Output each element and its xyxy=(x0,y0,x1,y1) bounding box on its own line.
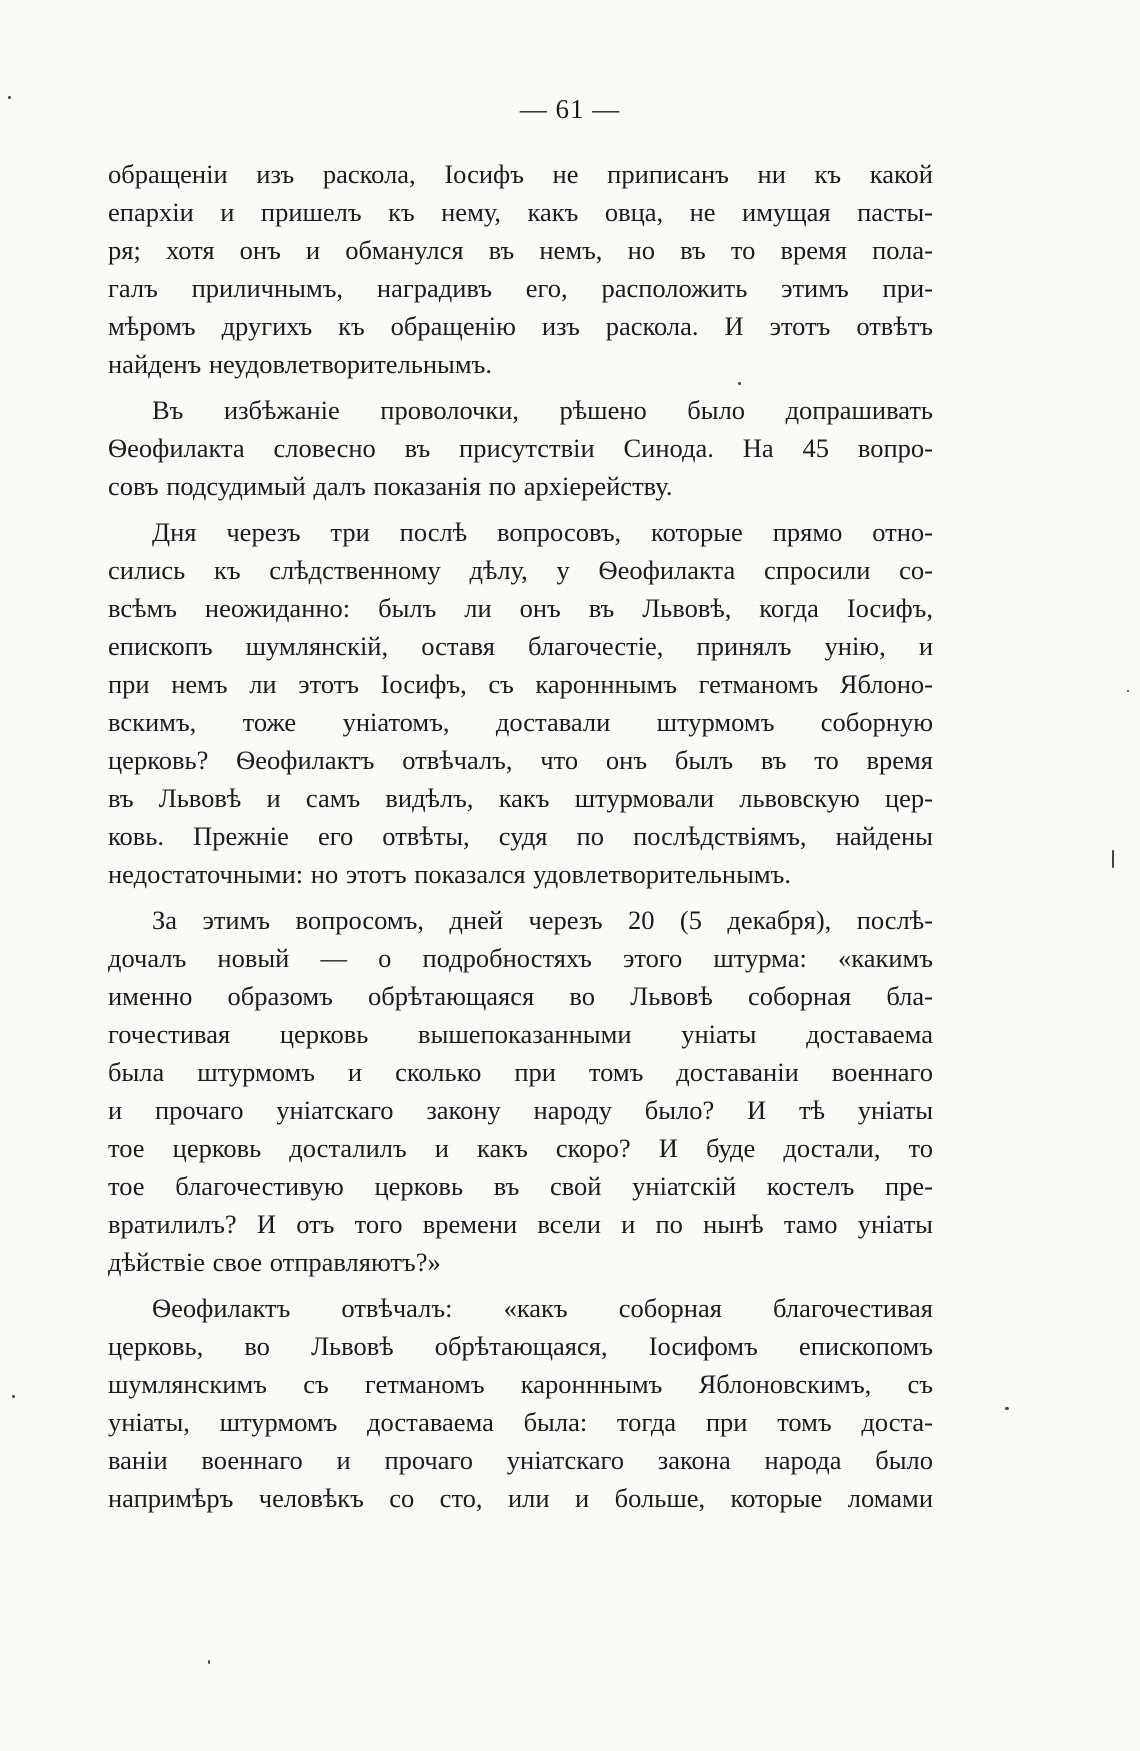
text-line: недостаточными: но этотъ показался удовлетворительнымъ. xyxy=(108,859,791,889)
scan-speck xyxy=(12,1395,15,1398)
text-line: За этимъ вопросомъ, дней черезъ 20 (5 декабря), послѣ- xyxy=(152,905,933,935)
text-line: всѣмъ неожиданно: былъ ли онъ въ Львовѣ, когда Іосифъ, xyxy=(108,593,933,623)
text-line: епископъ шумлянскій, оставя благочестіе, принялъ унію, и xyxy=(108,631,933,661)
text-line: въ Львовѣ и самъ видѣлъ, какъ штурмовали львовскую цер- xyxy=(108,783,933,813)
text-line: Ѳеофилактъ отвѣчалъ: «какъ соборная благочестивая xyxy=(152,1293,933,1323)
text-line: шумлянскимъ съ гетманомъ каронннымъ Яблоновскимъ, съ xyxy=(108,1369,933,1399)
text-line: тое благочестивую церковь въ свой уніатскій костелъ пре- xyxy=(108,1171,933,1201)
text-line: и прочаго уніатскаго закону народу было? И тѣ уніаты xyxy=(108,1095,933,1125)
text-line: церковь? Ѳеофилактъ отвѣчалъ, что онъ былъ въ то время xyxy=(108,745,933,775)
text-line: епархіи и пришелъ къ нему, какъ овца, не имущая пасты- xyxy=(108,197,933,227)
text-line: сились къ слѣдственному дѣлу, у Ѳеофилакта спросили со- xyxy=(108,555,933,585)
scan-speck xyxy=(1112,850,1114,868)
text-line: галъ приличнымъ, наградивъ его, расположить этимъ при- xyxy=(108,273,933,303)
text-line: ря; хотя онъ и обманулся въ немъ, но въ то время пола- xyxy=(108,235,933,265)
scan-speck xyxy=(8,96,11,99)
text-line: вскимъ, тоже уніатомъ, доставали штурмомъ соборную xyxy=(108,707,933,737)
text-line: найденъ неудовлетворительнымъ. xyxy=(108,349,492,379)
text-line: церковь, во Львовѣ обрѣтающаяся, Іосифомъ епископомъ xyxy=(108,1331,933,1361)
text-line: Дня черезъ три послѣ вопросовъ, которые прямо отно- xyxy=(152,517,933,547)
scan-speck xyxy=(1005,1407,1009,1410)
paragraph-5 xyxy=(108,1289,933,1517)
text-line: дочалъ новый — о подробностяхъ этого штурма: «какимъ xyxy=(108,943,933,973)
text-line: вратилилъ? И отъ того времени всели и по нынѣ тамо уніаты xyxy=(108,1209,933,1239)
text-line: совъ подсудимый далъ показанія по архіерейству. xyxy=(108,471,673,501)
scan-speck xyxy=(738,382,741,385)
paragraph-1 xyxy=(108,155,933,383)
text-line: Въ избѣжаніе проволочки, рѣшено было допрашивать xyxy=(152,395,933,425)
text-line: тое церковь досталилъ и какъ скоро? И буде достали, то xyxy=(108,1133,933,1163)
body-text xyxy=(108,155,933,1525)
text-line: ваніи военнаго и прочаго уніатскаго закона народа было xyxy=(108,1445,933,1475)
page-number: — 61 — xyxy=(519,94,621,124)
text-line: именно образомъ обрѣтающаяся во Львовѣ соборная бла- xyxy=(108,981,933,1011)
scan-speck xyxy=(208,1660,210,1664)
text-line: обращеніи изъ раскола, Іосифъ не приписанъ ни къ какой xyxy=(108,159,933,189)
text-line: уніаты, штурмомъ доставаема была: тогда при томъ доста- xyxy=(108,1407,933,1437)
paragraph-4 xyxy=(108,901,933,1281)
text-line: ковь. Прежніе его отвѣты, судя по послѣдствіямъ, найдены xyxy=(108,821,933,851)
text-line: гочестивая церковь вышепоказанными уніаты доставаема xyxy=(108,1019,933,1049)
text-line: дѣйствіе свое отправляютъ?» xyxy=(108,1247,441,1277)
scan-speck xyxy=(1127,690,1129,692)
paragraph-2 xyxy=(108,391,933,505)
text-line: напримѣръ человѣкъ со сто, или и больше, которые ломами xyxy=(108,1483,933,1513)
text-line: при немъ ли этотъ Іосифъ, съ каронннымъ гетманомъ Яблоно- xyxy=(108,669,933,699)
text-line: мѣромъ другихъ къ обращенію изъ раскола. И этотъ отвѣтъ xyxy=(108,311,933,341)
text-line: была штурмомъ и сколько при томъ доставаніи военнаго xyxy=(108,1057,933,1087)
text-line: Ѳеофилакта словесно въ присутствіи Синода. На 45 вопро- xyxy=(108,433,933,463)
paragraph-3 xyxy=(108,513,933,893)
